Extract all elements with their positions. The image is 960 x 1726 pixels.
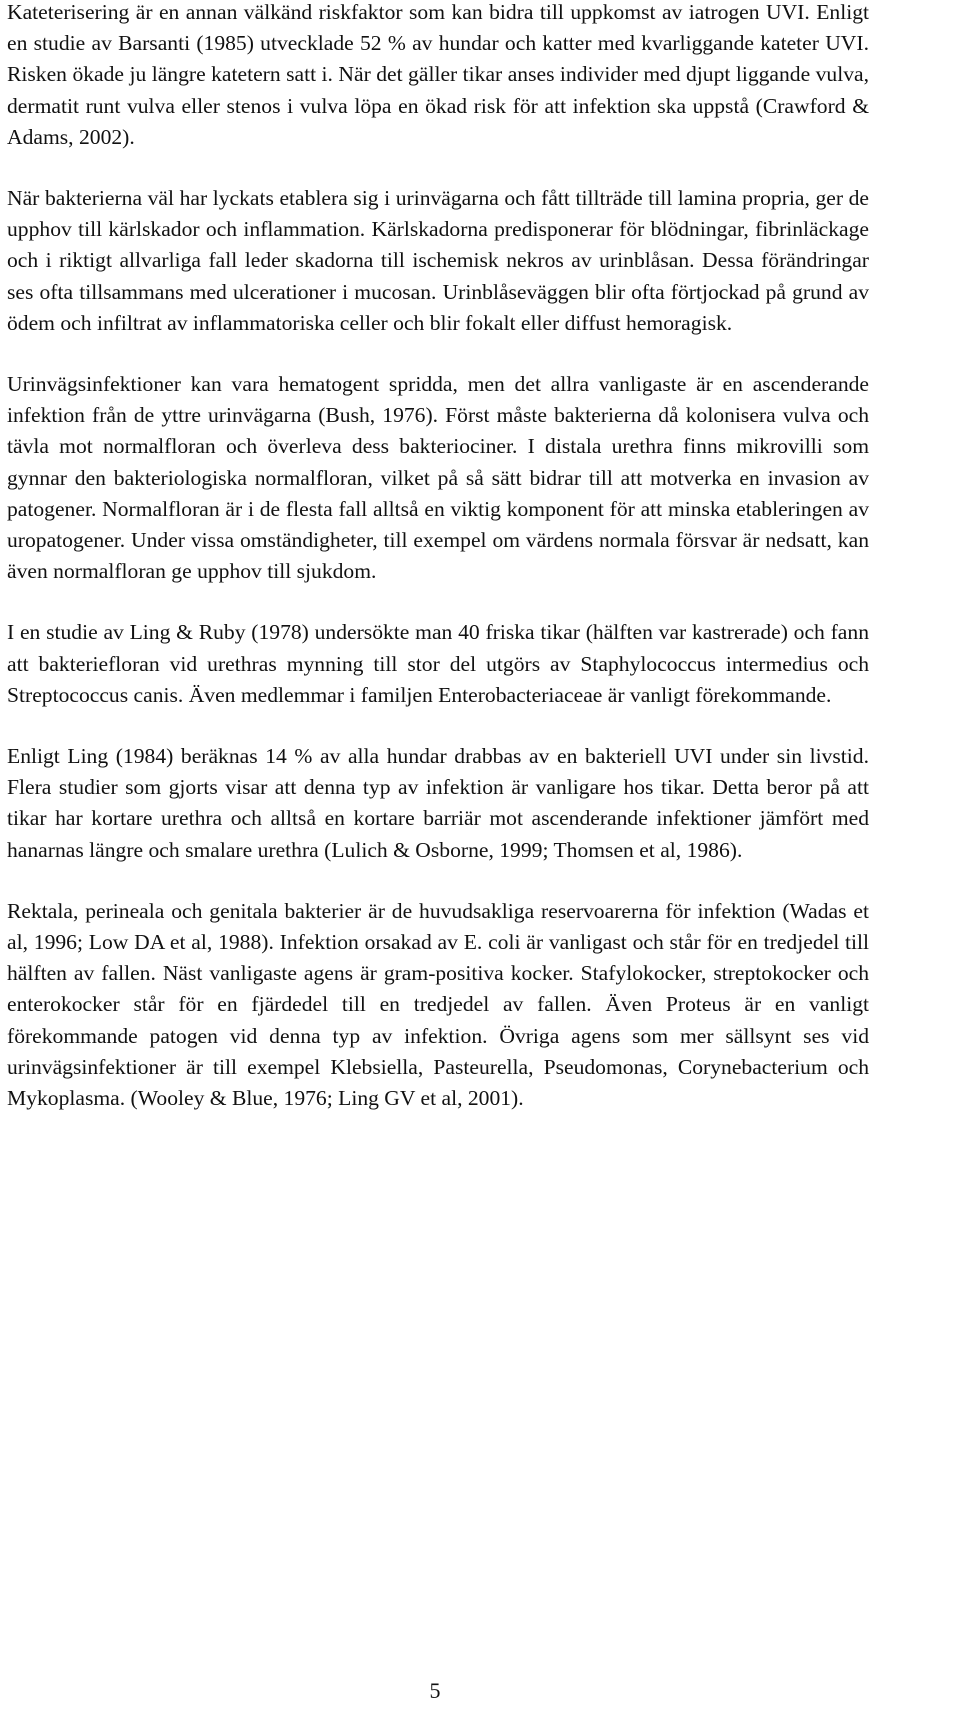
paragraph-pathogenesis: När bakterierna väl har lyckats etablera sig i urinvägarna och fått tillträde till lamina propria, ger de upphov till kärlskador och inflammation. Kärlskadorna predisponerar för blödningar, fibrinläckage och i riktigt allvarliga fall leder skadorna till ischemisk nekros av urinblåsan. Dessa förändringar ses ofta tillsammans med ulcerationer i mucosan. Urinblåseväggen blir ofta förtjockad på grund av ödem och infiltrat av inflammatoriska celler och blir fokalt eller diffust hemoragisk. [7, 186, 869, 335]
page-number: 5 [429, 1678, 441, 1703]
paragraph-ling-ruby-study: I en studie av Ling & Ruby (1978) undersökte man 40 friska tikar (hälften var kastrerade) och fann att bakteriefloran vid urethras mynning till stor del utgörs av Staphylococcus intermedius och Streptococcus canis. Även medlemmar i familjen Enterobacteriaceae är vanligt förekommande. [7, 620, 869, 707]
paragraph-bacterial-agents: Rektala, perineala och genitala bakterier är de huvudsakliga reservoarerna för infektion (Wadas et al, 1996; Low DA et al, 1988). Infektion orsakad av E. coli är vanligast och står för en tredjedel till hälften av fallen. Näst vanligaste agens är gram-positiva kocker. Stafylokocker, streptokocker och enterokocker står för en fjärdedel till en tredjedel av fallen. Även Proteus är en vanligt förekommande patogen vid denna typ av infektion. Övriga agens som mer sällsynt ses vid urinvägsinfektioner är till exempel Klebsiella, Pasteurella, Pseudomonas, Corynebacterium och Mykoplasma. (Wooley & Blue, 1976; Ling GV et al, 2001). [7, 898, 869, 1111]
paragraph-incidence: Enligt Ling (1984) beräknas 14 % av alla hundar drabbas av en bakteriell UVI under sin livstid. Flera studier som gjorts visar att denna typ av infektion är vanligare hos tikar. Detta beror på att tikar har kortare urethra och alltså en kortare barriär mot ascenderande infektioner jämfört med hanarnas längre och smalare urethra (Lulich & Osborne, 1999; Thomsen et al, 1986). [7, 744, 869, 862]
paragraph-catheterization: Kateterisering är en annan välkänd riskfaktor som kan bidra till uppkomst av iatrogen UVI. Enligt en studie av Barsanti (1985) utvecklade 52 % av hundar och katter med kvarliggande kateter UVI. Risken ökade ju längre katetern satt i. När det gäller tikar anses individer med djupt liggande vulva, dermatit runt vulva eller stenos i vulva löpa en ökad risk för att infektion ska uppstå (Crawford & Adams, 2002). [7, 0, 869, 149]
paragraph-ascending-infection: Urinvägsinfektioner kan vara hematogent spridda, men det allra vanligaste är en ascenderande infektion från de yttre urinvägarna (Bush, 1976). Först måste bakterierna då kolonisera vulva och tävla mot normalfloran och överleva dess bakteriociner. I distala urethra finns mikrovilli som gynnar den bakteriologiska normalfloran, vilket på så sätt bidrar till att motverka en invasion av patogener. Normalfloran är i de flesta fall alltså en viktig komponent för att minska etableringen av uropatogener. Under vissa omständigheter, till exempel om värdens normala försvar är nedsatt, kan även normalfloran ge upphov till sjukdom. [7, 372, 869, 584]
document-body [7, 0, 869, 1144]
